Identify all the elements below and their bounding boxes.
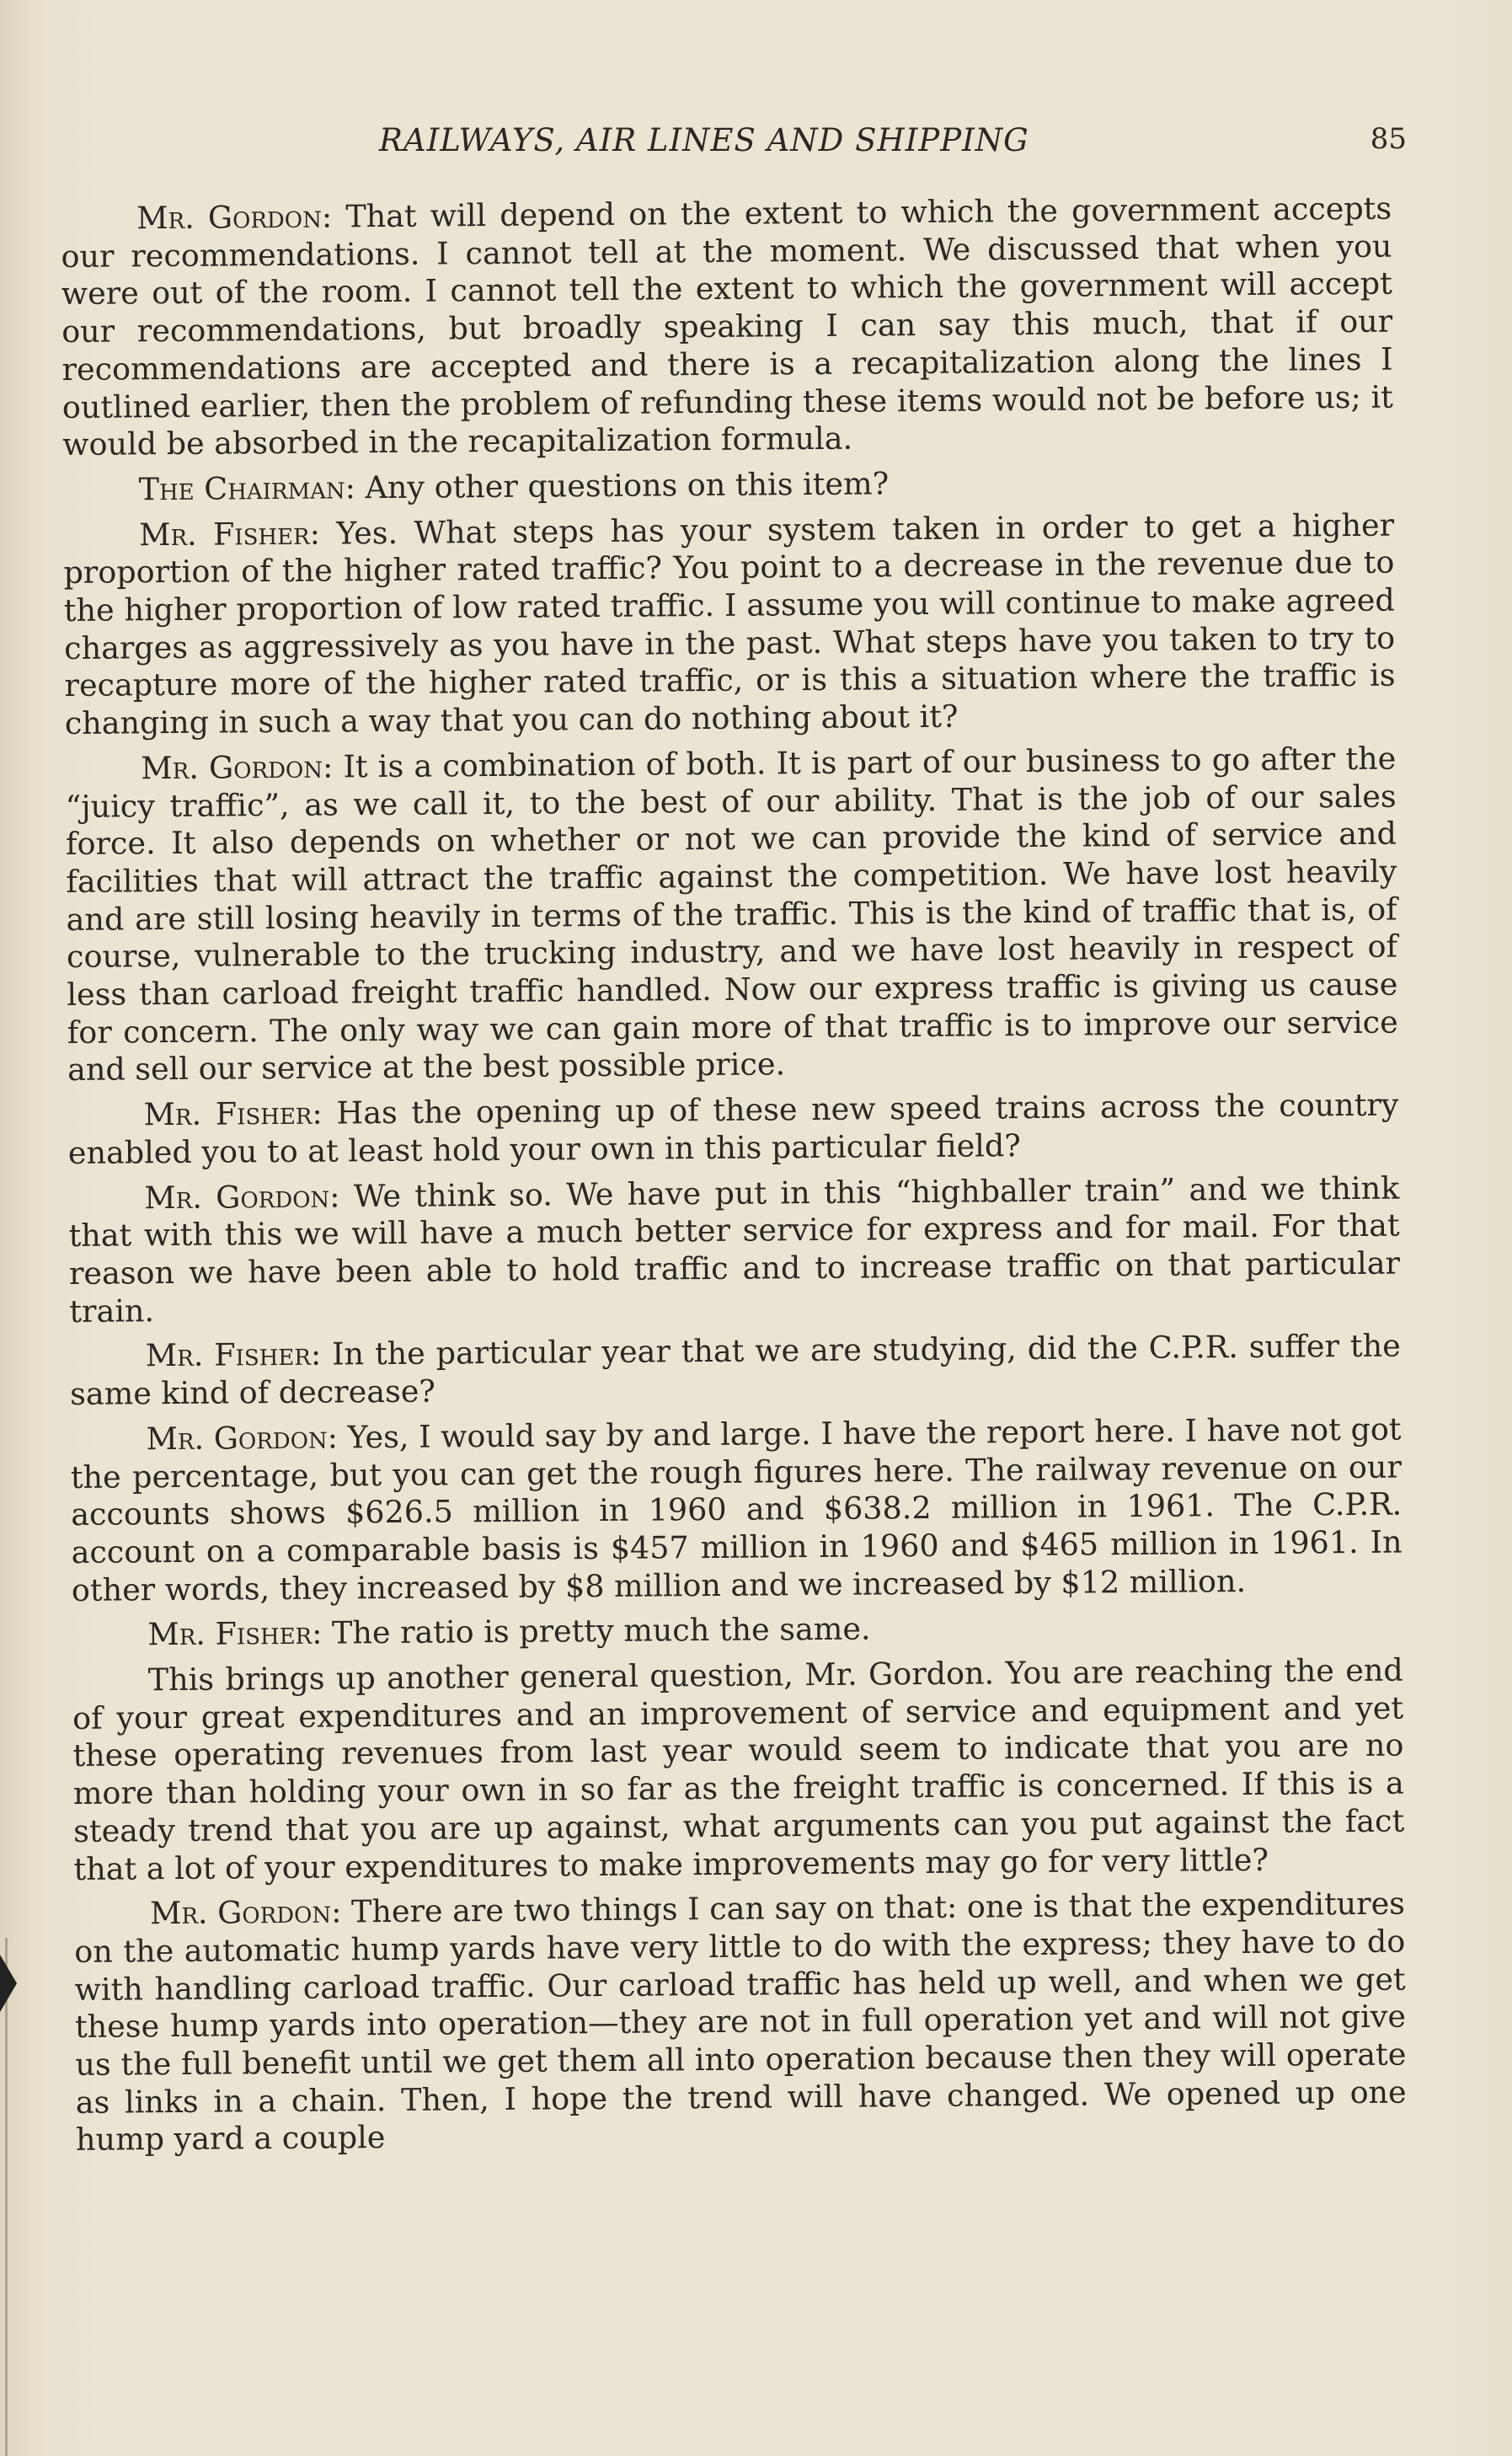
running-title: RAILWAYS, AIR LINES AND SHIPPING [379,122,1029,158]
paragraph-text: There are two things I can say on that: one is that the expenditures on the automatic hump yards have very little to do with the express; they have to do with handling carload traffic. Our carload traffic has held up well, and when we get these hump yards into operation—they are not in full operation yet and will not give us the full benefit until we get them all into operation because then they will operate as links in a chain. Then, I hope the trend will have changed. We opened up one hump yard a couple [74,1885,1407,2159]
page-header [379,122,1407,173]
speaker-name: The Chairman: [138,469,356,508]
speaker-name: Mr. Gordon: [149,1893,342,1932]
paragraph [63,462,1394,510]
speaker-name: Mr. Fisher: [138,515,321,553]
paragraph [74,1886,1407,2159]
speaker-name: Mr. Gordon: [144,1178,340,1216]
paragraph-text: That will depend on the extent to which the government accepts our recommendations. I cannot tell at the moment. We discussed that when you were out of the room. I cannot tell the extent to which the government will accept our recommendations, but broadly speaking I can say this much, that if our recommendations are accepted and there is a recapitalization along the lines I outlined earlier, then the problem of refunding these items would not be before us; it would be absorbed in the recapitalization formula. [61,190,1394,463]
paragraph-text: Has the opening up of these new speed trains across the country enabled you to at least hold your own in this particular field? [67,1086,1399,1171]
paragraph [61,190,1393,464]
paragraph-text: Yes. What steps has your system taken in order to get a higher proportion of the higher rated traffic? You point to a decrease in the revenue due to the higher proportion of low rated traffic. I assume you will continue to make agreed charges as aggressively as you have in the past. What steps have you taken to try to recapture more of the higher rated traffic, or is this a situation where the traffic is changing in such a way that you can do nothing about it? [63,506,1396,742]
speaker-name: Mr. Fisher: [143,1094,323,1133]
speaker-name: Mr. Gordon: [141,748,334,787]
paragraph-text: This brings up another general question, Mr. Gordon. You are reaching the end of your great expenditures and an improvement of service and equipment and yet these operating revenues from last year would seem to indicate that you are no more than holding your own in so far as the freight traffic is concerned. If this is a steady trend that you are up against, what arguments can you put against the fact that a lot of your expenditures to make improvements may go for very little? [72,1651,1405,1887]
paragraph-text: We think so. We have put in this “highballer train” and we think that with this we will have a much better service for express and for mail. For that reason we have been able to hold traffic and to increase traffic on that particular train. [68,1169,1401,1330]
transcript-body [61,190,1407,2167]
paragraph-text: Any other questions on this item? [365,465,890,506]
paragraph-text: It is a combination of both. It is part of our business to go after the “juicy traffic”, as we call it, to the best of our ability. That is the job of our sales force. It also depends on whether or not we can provide the kind of service and facilities that will attract the traffic against the competition. We have lost heavily and are still losing heavily in terms of the traffic. This is the kind of traffic that is, of course, vulnerable to the trucking industry, and we have lost heavily in respect of less than carload freight traffic handled. Now our express traffic is giving us cause for concern. The only way we can gain more of that traffic is to improve our service and sell our service at the best possible price. [65,740,1398,1089]
margin-marker [0,1955,17,2012]
paragraph [72,1652,1405,1889]
speaker-name: Mr. Fisher: [147,1614,323,1653]
speaker-name: Mr. Fisher: [145,1336,322,1374]
speaker-name: Mr. Gordon: [146,1419,339,1458]
paragraph-text: In the particular year that we are studying, did the C.P.R. suffer the same kind of decrease? [69,1327,1401,1413]
paragraph [70,1328,1402,1414]
paragraph [67,1087,1399,1173]
paragraph-text: The ratio is pretty much the same. [331,1610,871,1651]
paragraph [72,1607,1402,1655]
paragraph [68,1169,1400,1330]
paragraph [65,740,1398,1089]
binding-edge [5,1938,8,2456]
paragraph [63,506,1396,743]
speaker-name: Mr. Gordon: [136,198,333,237]
page-number: 85 [1370,122,1407,156]
paragraph-text: Yes, I would say by and large. I have the report here. I have not got the percentage, but you can get the rough figures here. The railway revenue on our accounts shows $626.5 million in 1960 and $638.2 million in 1961. The C.P.R. account on a comparable basis is $457 million in 1960 and $465 million in 1961. In other words, they increased by $8 million and we increased by $12 million. [70,1410,1402,1608]
paragraph [70,1410,1402,1609]
